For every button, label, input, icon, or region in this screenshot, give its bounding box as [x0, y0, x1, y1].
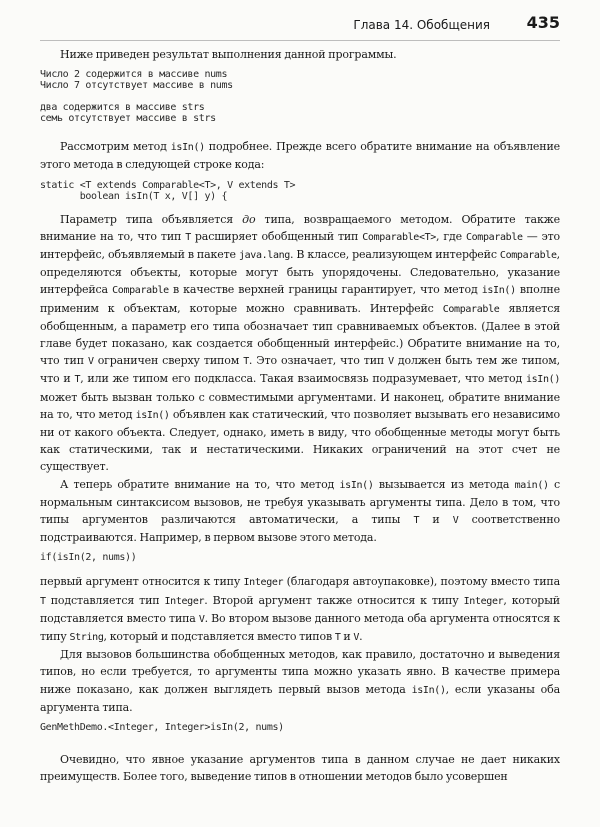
paragraph: Параметр типа объявляется до типа, возвращаемого методом. Обратите также внимание на то, что тип T расширяет обобщенный тип Comparable<T>, где Comparable — это интерфейс, объявляемый в пакете java.lang. В классе, реализующем интерфейс Comparable, определяются объекты, которые могут быть упорядочены. Следовательно, указание интерфейса Comparable в качестве верхней границы гарантирует, что метод isIn() вполне применим к объектам, которые можно сравнивать. Интерфейс Comparable является обобщенным, а параметр его типа обозначает тип сравниваемых объектов. (Далее в этой главе будет показано, как создается обобщенный интерфейс.) Обратите внимание на то, что тип V ограничен сверху типом T. Это означает, что тип V должен быть тем же типом, что и T, или же типом его подкласса. Такая взаимосвязь подразумевает, что метод isIn() может быть вызван только с совместимыми аргументами. И наконец, обратите внимание на то, что метод isIn() объявлен как статический, что позволяет вызывать его независимо ни от какого объекта. Следует, однако, иметь в виду, что обобщенные методы могут быть как статическими, так и нестатическими. Никаких ограничений на этот счет не существует. — [40, 212, 561, 474]
intro-paragraph: Ниже приведен результат выполнения данной программы. — [60, 48, 397, 61]
code-block: GenMethDemo.<Integer, Integer>isIn(2, nums) — [40, 722, 284, 734]
page-number: 435 — [526, 13, 560, 32]
running-header — [40, 12, 560, 41]
code-line: static <T extends Comparable<T>, V extends T> — [40, 179, 296, 191]
output-line: два содержится в массиве strs — [40, 102, 205, 114]
paragraph: А теперь обратите внимание на то, что метод isIn() вызывается из метода main() с нормальным синтаксисом вызовов, не требуя указывать аргументы типа. Дело в том, что типы аргументов различаются автоматически, а типы T и V соответственно подстраиваются. Например, в первом вызове этого метода. — [40, 477, 561, 545]
code-block — [40, 180, 560, 202]
paragraph: Для вызовов большинства обобщенных методов, как правило, достаточно и выведения типов, но если требуется, то аргументы типа можно указать явно. В качестве примера ниже показано, как должен выглядеть первый вызов метода isIn(), если указаны оба аргумента типа. — [40, 648, 560, 714]
output-line: Число 7 отсутствует массиве в nums — [40, 80, 233, 92]
program-output — [40, 102, 560, 124]
code-block: if(isIn(2, nums)) — [40, 552, 137, 564]
page-content — [40, 46, 560, 786]
code-line: boolean isIn(T x, V[] y) { — [40, 190, 228, 202]
output-line: семь отсутствует массиве в strs — [40, 113, 216, 125]
paragraph: Очевидно, что явное указание аргументов типа в данном случае не дает никаких преимуществ. Более того, выведение типов в отношении методов было усовершен — [40, 753, 560, 784]
program-output — [40, 69, 560, 91]
paragraph: первый аргумент относится к типу Integer (благодаря автоупаковке), поэтому вместо типа T подставляется тип Integer. Второй аргумент также относится к типу Integer, который подставляется вместо типа V. Во втором вызове данного метода оба аргумента относятся к типу String, который и подставляется вместо типов T и V. — [40, 575, 560, 644]
output-line: Число 2 содержится в массиве nums — [40, 69, 228, 81]
chapter-title: Глава 14. Обобщения — [353, 18, 490, 32]
paragraph: Рассмотрим метод isIn() подробнее. Прежде всего обратите внимание на объявление этого метода в следующей строке кода: — [40, 140, 560, 172]
